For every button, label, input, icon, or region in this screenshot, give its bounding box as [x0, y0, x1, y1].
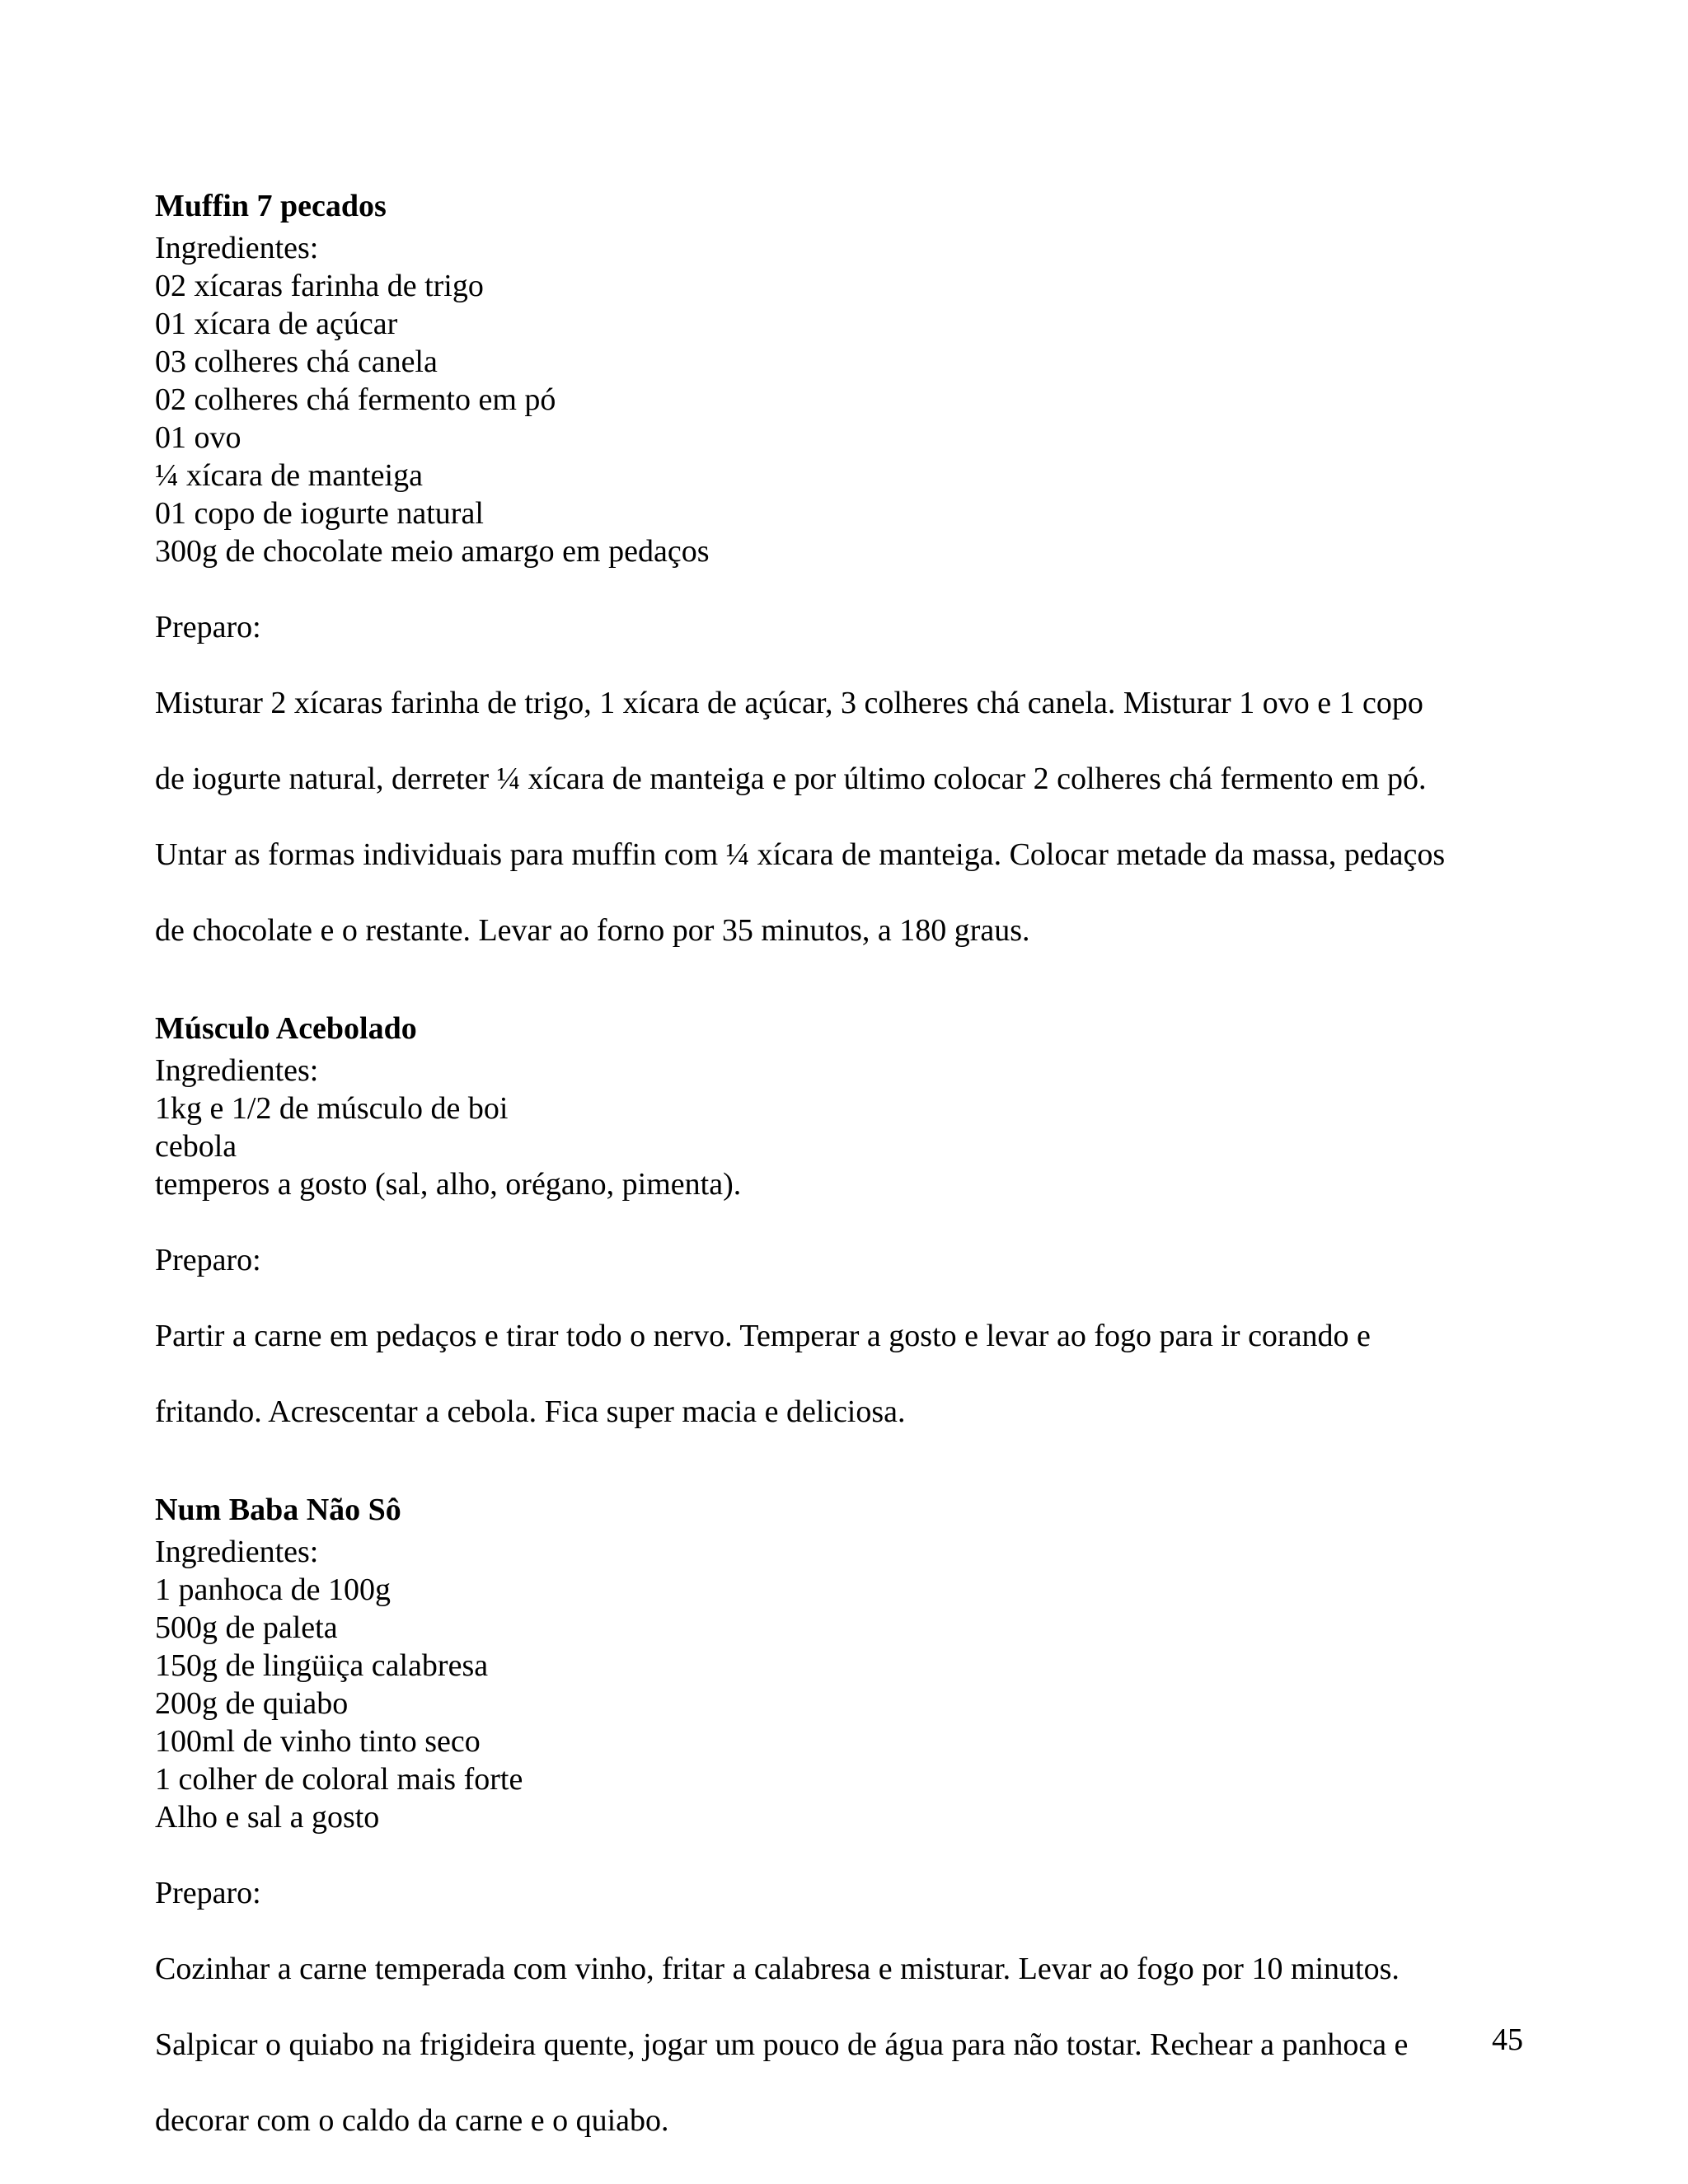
preparation-line: Misturar 2 xícaras farinha de trigo, 1 xícara de açúcar, 3 colheres chá canela. Misturar 1 ovo e 1 copo	[155, 686, 1423, 720]
ingredient-item: temperos a gosto (sal, alho, orégano, pimenta).	[155, 1167, 742, 1202]
ingredient-item: Alho e sal a gosto	[155, 1800, 380, 1835]
preparation-line: Cozinhar a carne temperada com vinho, fritar a calabresa e misturar. Levar ao fogo por 10 minutos.	[155, 1952, 1400, 1986]
ingredients-list	[155, 1571, 1523, 1836]
ingredients-label: Ingredientes:	[155, 1535, 319, 1569]
ingredient-item: ¼ xícara de manteiga	[155, 458, 423, 493]
ingredient-item: 100ml de vinho tinto seco	[155, 1724, 481, 1759]
preparation-line: Salpicar o quiabo na frigideira quente, jogar um pouco de água para não tostar. Rechear a panhoca e	[155, 2027, 1409, 2062]
ingredients-label: Ingredientes:	[155, 1053, 319, 1088]
ingredient-item: cebola	[155, 1129, 237, 1164]
ingredients-label: Ingredientes:	[155, 231, 319, 265]
ingredient-item: 300g de chocolate meio amargo em pedaços	[155, 534, 710, 569]
ingredient-item: 1kg e 1/2 de músculo de boi	[155, 1091, 509, 1126]
recipe-title: Muffin 7 pecados	[155, 189, 387, 223]
ingredient-item: 02 colheres chá fermento em pó	[155, 382, 556, 417]
ingredient-item: 500g de paleta	[155, 1610, 338, 1645]
ingredient-item: 03 colheres chá canela	[155, 344, 438, 379]
spacer	[155, 1203, 1523, 1241]
ingredient-item: 01 copo de iogurte natural	[155, 496, 484, 531]
preparation-text	[155, 1912, 1523, 2177]
preparation-line: Untar as formas individuais para muffin com ¼ xícara de manteiga. Colocar metade da massa, pedaços	[155, 837, 1446, 872]
preparation-line: fritando. Acrescentar a cebola. Fica super macia e deliciosa.	[155, 1394, 906, 1429]
ingredients-list	[155, 267, 1523, 570]
recipe-content	[155, 183, 1523, 2177]
recipe-title: Num Baba Não Sô	[155, 1493, 401, 1527]
recipe-num-baba-nao-so	[155, 1487, 1523, 2177]
spacer	[155, 570, 1523, 608]
ingredient-item: 01 xícara de açúcar	[155, 307, 398, 341]
preparation-line: de iogurte natural, derreter ¼ xícara de manteiga e por último colocar 2 colheres chá fermento em pó.	[155, 762, 1427, 796]
ingredient-item: 1 panhoca de 100g	[155, 1572, 391, 1607]
ingredient-item: 150g de lingüiça calabresa	[155, 1648, 489, 1683]
recipe-title: Músculo Acebolado	[155, 1011, 417, 1046]
recipe-muffin-7-pecados	[155, 183, 1523, 987]
preparation-label: Preparo:	[155, 1243, 261, 1277]
ingredient-item: 01 ovo	[155, 420, 241, 455]
ingredient-item: 02 xícaras farinha de trigo	[155, 269, 484, 303]
preparation-label: Preparo:	[155, 610, 261, 644]
preparation-line: decorar com o caldo da carne e o quiabo.	[155, 2103, 669, 2138]
preparation-text	[155, 646, 1523, 987]
preparation-label: Preparo:	[155, 1876, 261, 1910]
preparation-line: Partir a carne em pedaços e tirar todo o nervo. Temperar a gosto e levar ao fogo para ir corando e	[155, 1319, 1371, 1353]
preparation-text	[155, 1279, 1523, 1469]
spacer	[155, 1836, 1523, 1874]
preparation-line: de chocolate e o restante. Levar ao forno por 35 minutos, a 180 graus.	[155, 913, 1030, 948]
ingredients-list	[155, 1090, 1523, 1203]
page-number: 45	[1492, 2022, 1523, 2057]
ingredient-item: 200g de quiabo	[155, 1686, 349, 1721]
recipe-musculo-acebolado	[155, 1005, 1523, 1469]
ingredient-item: 1 colher de coloral mais forte	[155, 1762, 523, 1797]
